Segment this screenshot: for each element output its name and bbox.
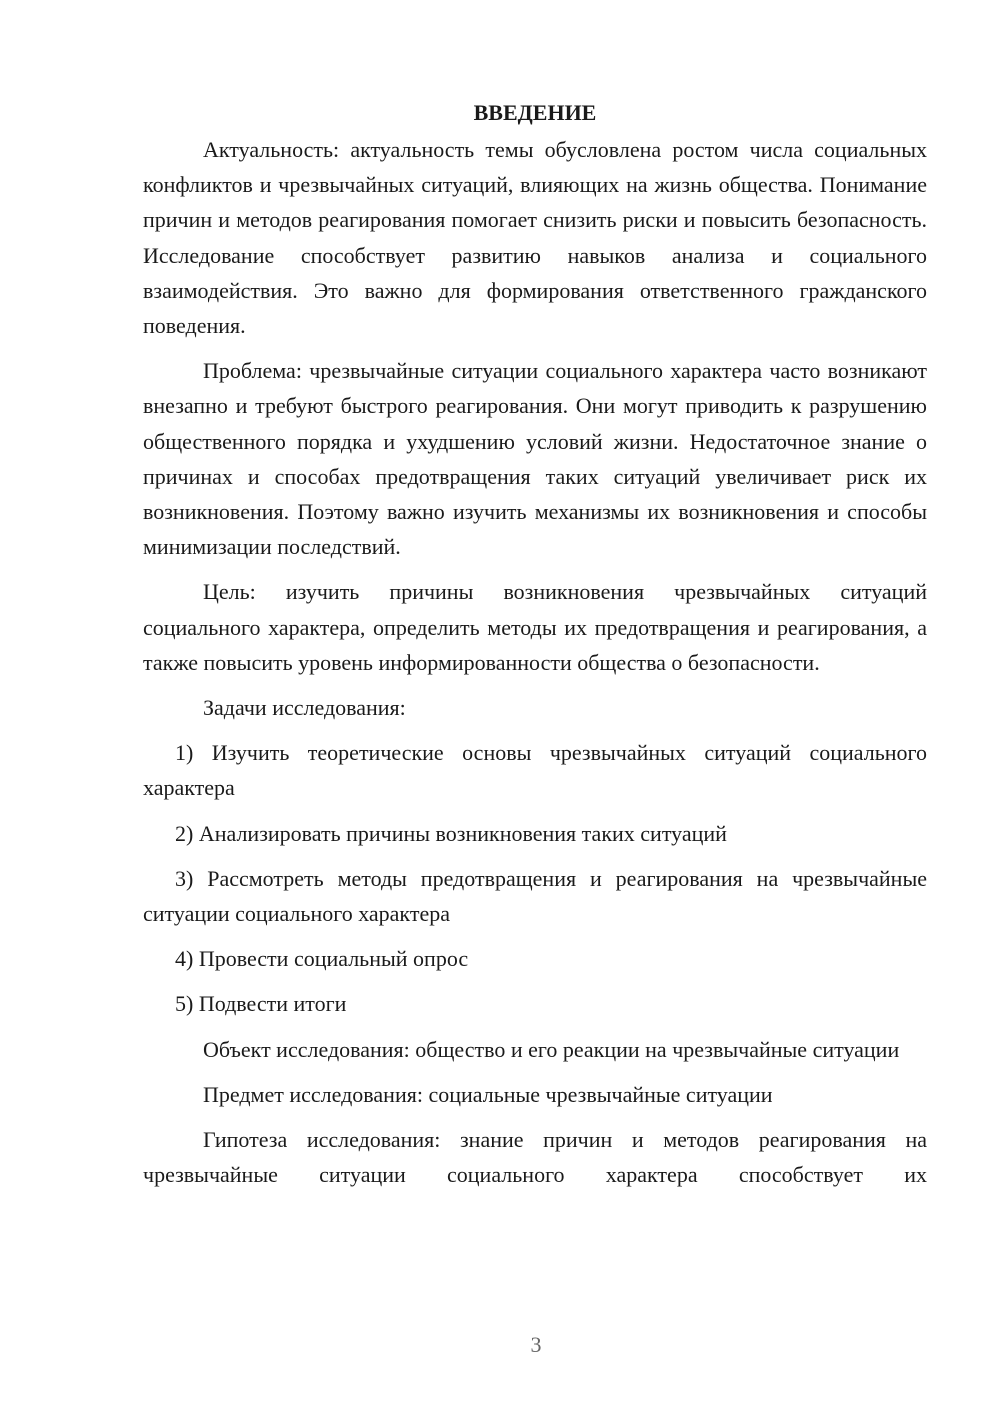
task-item: 2) Анализировать причины возникновения таких ситуаций	[175, 820, 727, 846]
hypothesis-paragraph: Гипотеза исследования: знание причин и методов реагирования на чрезвычайные ситуации социального характера способствует их	[143, 1127, 927, 1188]
problem-paragraph: Проблема: чрезвычайные ситуации социального характера часто возникают внезапно и требуют быстрого реагирования. Они могут приводить к разрушению общественного порядка и ухудшению условий жизни. Недостаточное знание о причинах и способах предотвращения таких ситуаций увеличивает риск их возникновения. Поэтому важно изучить механизмы их возникновения и способы минимизации последствий.	[143, 358, 927, 560]
page-content	[143, 95, 927, 1202]
goal-paragraph: Цель: изучить причины возникновения чрезвычайных ситуаций социального характера, определить методы их предотвращения и реагирования, а также повысить уровень информированности общества о безопасности.	[143, 579, 927, 675]
section-title: ВВЕДЕНИЕ	[473, 100, 597, 125]
task-item: 1) Изучить теоретические основы чрезвычайных ситуаций социального характера	[143, 740, 927, 801]
task-item: 5) Подвести итоги	[175, 991, 347, 1017]
tasks-heading: Задачи исследования:	[203, 695, 406, 721]
page-number: 3	[530, 1332, 542, 1357]
subject-paragraph: Предмет исследования: социальные чрезвычайные ситуации	[203, 1081, 773, 1107]
relevance-paragraph: Актуальность: актуальность темы обусловлена ростом числа социальных конфликтов и чрезвычайных ситуаций, влияющих на жизнь общества. Понимание причин и методов реагирования помогает снизить риски и повысить безопасность. Исследование способствует развитию навыков анализа и социального взаимодействия. Это важно для формирования ответственного гражданского поведения.	[143, 137, 927, 339]
task-item: 4) Провести социальный опрос	[175, 946, 469, 972]
task-item: 3) Рассмотреть методы предотвращения и реагирования на чрезвычайные ситуации социального характера	[143, 865, 927, 927]
object-paragraph: Объект исследования: общество и его реакции на чрезвычайные ситуации	[203, 1036, 900, 1062]
